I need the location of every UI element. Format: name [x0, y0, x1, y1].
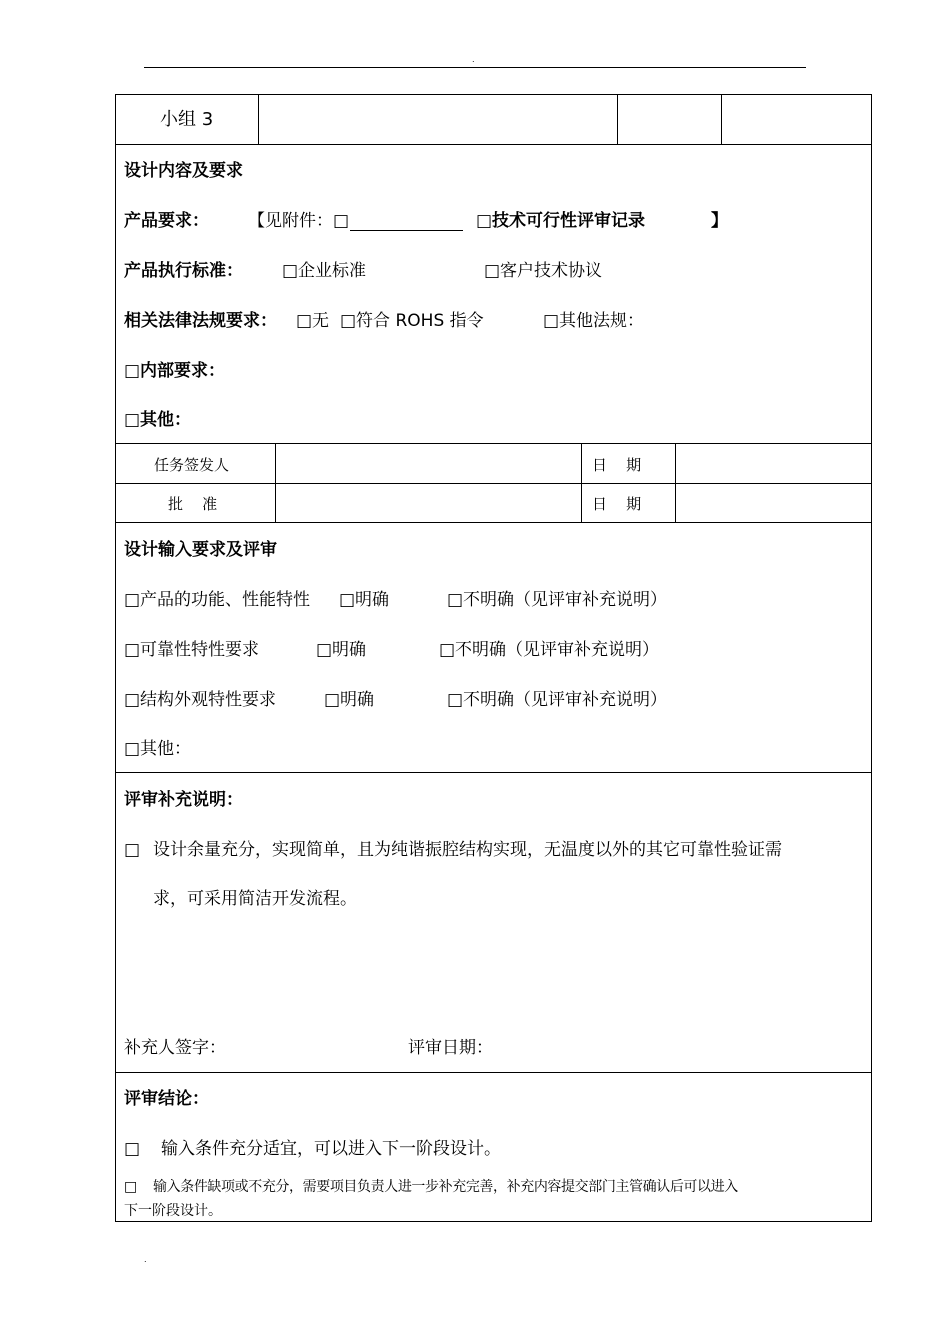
attachment-blank-line[interactable]	[350, 230, 463, 231]
approve-value-cell[interactable]	[277, 485, 580, 521]
conclusion-title: 评审结论：	[124, 1089, 209, 1109]
issuer-value-cell[interactable]	[277, 445, 580, 482]
input-review-title: 设计输入要求及评审	[124, 540, 277, 560]
rohs-checkbox[interactable]: □符合 ROHS 指令	[340, 311, 484, 331]
issuer-date-label: 日 期	[592, 456, 642, 474]
issuer-label: 任务签发人	[154, 456, 230, 474]
approve-date-cell[interactable]	[677, 485, 870, 521]
standard-label: 产品执行标准：	[124, 261, 243, 281]
laws-label: 相关法律法规要求：	[124, 311, 277, 331]
laws-none-checkbox[interactable]: □无	[296, 311, 330, 331]
reliability-clear-checkbox[interactable]: □明确	[316, 640, 367, 660]
approve-label: 批 准	[168, 495, 218, 513]
header-rule	[144, 67, 806, 68]
attachment-bracket-open: 【见附件：□	[248, 211, 350, 231]
review-date-label: 评审日期：	[408, 1038, 493, 1058]
function-unclear-checkbox[interactable]: □不明确（见评审补充说明）	[447, 590, 668, 610]
design-other-checkbox[interactable]: □其他：	[124, 410, 192, 430]
enterprise-standard-checkbox[interactable]: □企业标准	[282, 261, 367, 281]
conclusion-sufficient-checkbox[interactable]: □	[124, 1139, 141, 1159]
other-laws-checkbox[interactable]: □其他法规：	[543, 311, 645, 331]
function-performance-checkbox[interactable]: □产品的功能、性能特性	[124, 590, 311, 610]
group-extra-cell-2[interactable]	[723, 96, 870, 143]
supplement-signer-label: 补充人签字：	[124, 1038, 226, 1058]
structure-clear-checkbox[interactable]: □明确	[324, 690, 375, 710]
reliability-checkbox[interactable]: □可靠性特性要求	[124, 640, 260, 660]
conclusion-sufficient-text: 输入条件充分适宜，可以进入下一阶段设计。	[161, 1139, 501, 1159]
issuer-date-cell[interactable]	[677, 445, 870, 482]
header-dot: .	[472, 55, 475, 64]
customer-agreement-checkbox[interactable]: □客户技术协议	[484, 261, 603, 281]
internal-req-checkbox[interactable]: □内部要求：	[124, 361, 226, 381]
tech-review-checkbox[interactable]: □技术可行性评审记录	[476, 211, 646, 231]
supplement-text-line1: 设计余量充分，实现简单，且为纯谐振腔结构实现，无温度以外的其它可靠性验证需	[153, 840, 782, 860]
supplement-checkbox[interactable]: □	[124, 840, 141, 860]
input-other-checkbox[interactable]: □其他：	[124, 739, 192, 759]
conclusion-insufficient-line2: 下一阶段设计。	[124, 1203, 222, 1219]
product-req-label: 产品要求：	[124, 211, 209, 231]
design-section-title: 设计内容及要求	[124, 161, 243, 181]
structure-unclear-checkbox[interactable]: □不明确（见评审补充说明）	[447, 690, 668, 710]
footer-dot: .	[144, 1255, 147, 1264]
approve-date-label: 日 期	[592, 495, 642, 513]
attachment-bracket-close: 】	[711, 211, 728, 231]
group-label: 小组 3	[160, 109, 214, 130]
group-extra-cell-1[interactable]	[619, 96, 720, 143]
supplement-title: 评审补充说明：	[124, 790, 243, 810]
conclusion-insufficient-line1[interactable]: □ 输入条件缺项或不充分，需要项目负责人进一步补充完善，补充内容提交部门主管确认后可以进入	[124, 1179, 738, 1195]
function-clear-checkbox[interactable]: □明确	[339, 590, 390, 610]
supplement-text-line2: 求，可采用简洁开发流程。	[153, 889, 357, 909]
structure-appearance-checkbox[interactable]: □结构外观特性要求	[124, 690, 277, 710]
group-value-cell[interactable]	[260, 96, 616, 143]
reliability-unclear-checkbox[interactable]: □不明确（见评审补充说明）	[439, 640, 660, 660]
